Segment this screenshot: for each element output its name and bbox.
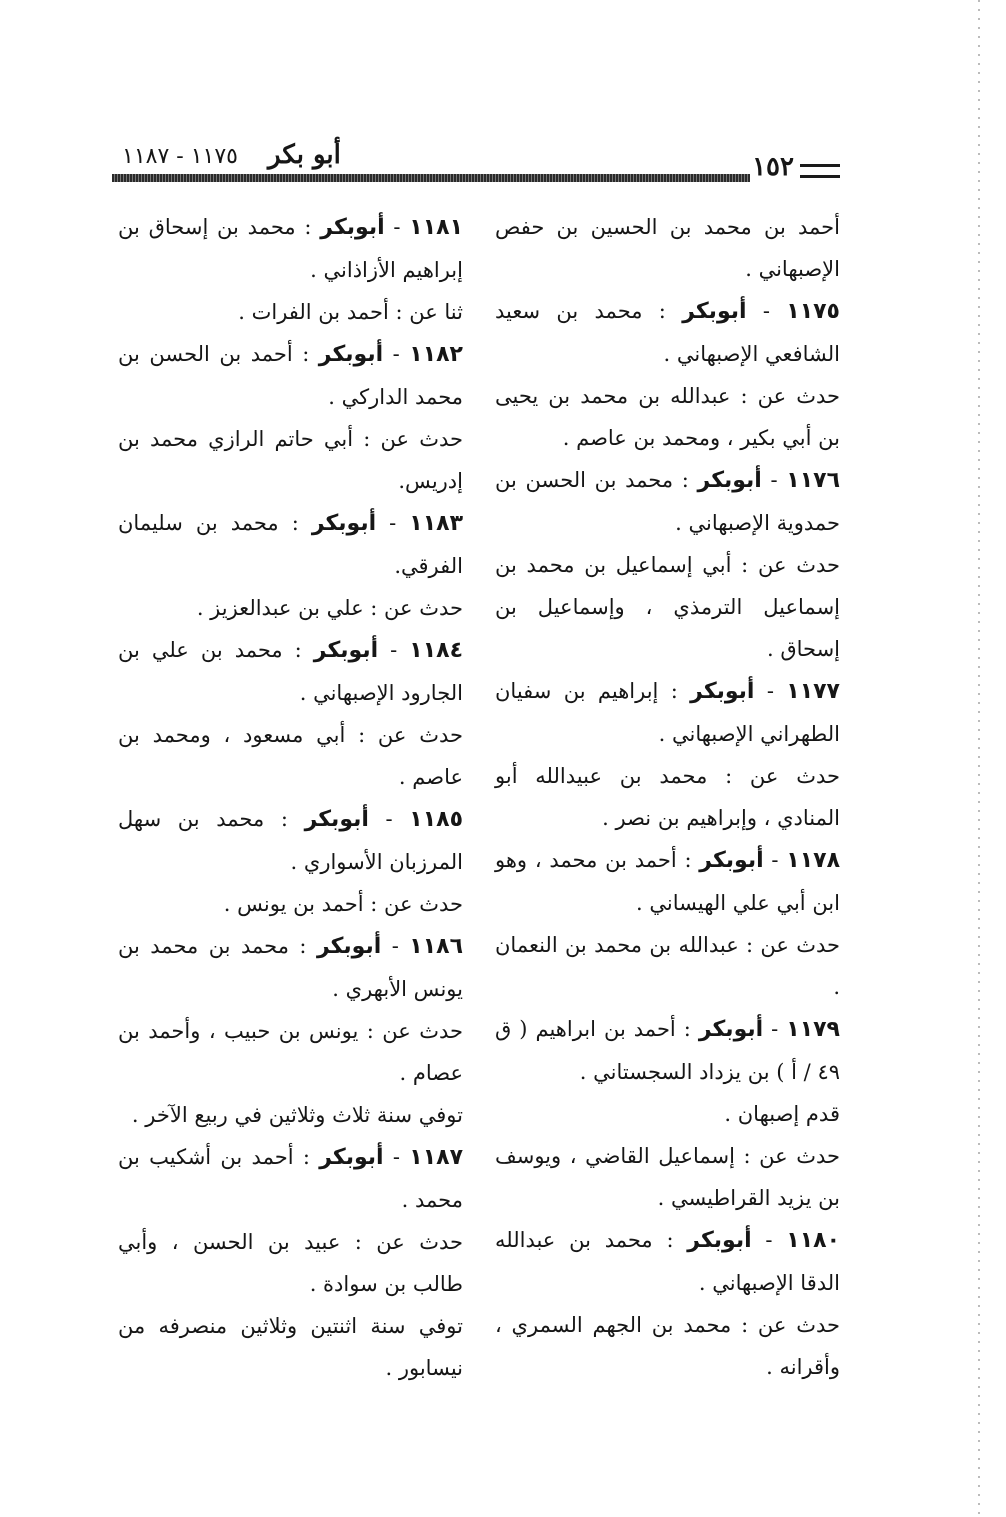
entry-kunya: أبوبكر <box>699 848 764 873</box>
narration-line: حدث عن : عبدالله بن محمد بن يحيى بن أبي بكير ، ومحمد بن عاصم . <box>495 384 840 450</box>
left-column <box>118 206 463 1389</box>
entry-kunya: أبوبكر <box>318 342 384 367</box>
biography-entry: ١١٧٨ - أبوبكر : أحمد بن محمد ، وهو ابن أبي علي الهيساني . <box>495 848 840 915</box>
entry-number: ١١٧٩ <box>786 1017 840 1042</box>
biography-entry: ١١٨٠ - أبوبكر : محمد بن عبدالله الدقا الإصبهاني . <box>495 1228 840 1295</box>
entry-text: : أحمد بن أشكيب بن محمد . <box>118 1145 463 1212</box>
entry-text: : محمد بن علي بن الجارود الإصبهاني . <box>118 638 463 705</box>
biography-entry: ١١٧٥ - أبوبكر : محمد بن سعيد الشافعي الإصبهاني . <box>495 299 840 366</box>
entry-text: : محمد بن سليمان الفرقي. <box>118 511 463 578</box>
entry-number: ١١٨٢ <box>409 342 463 367</box>
entry-text: : محمد بن إسحاق بن إبراهيم الأزاذاني . <box>118 215 463 282</box>
entry-number: ١١٨٣ <box>409 511 464 536</box>
entry-kunya: أبوبكر <box>319 1145 384 1170</box>
entry-text: : محمد بن سعيد الشافعي الإصبهاني . <box>495 299 840 366</box>
narration-line: حدث عن : عبدالله بن محمد بن النعمان . <box>495 933 840 999</box>
biography-entry: ١١٨٧ - أبوبكر : أحمد بن أشكيب بن محمد . <box>118 1145 463 1212</box>
narration-line: حدث عن : محمد بن الجهم السمري ، وأقرانه . <box>495 1313 840 1379</box>
entry-number: ١١٨٧ <box>409 1145 463 1170</box>
entry-kunya: أبوبكر <box>690 679 755 704</box>
narration-line: قدم إصبهان . <box>724 1102 840 1126</box>
page-number: ١٥٢ <box>752 152 794 182</box>
narration-line: ثنا عن : أحمد بن الفرات . <box>238 300 463 324</box>
entry-kunya: أبوبكر <box>687 1228 752 1253</box>
entry-text: : محمد بن سهل المرزبان الأسواري . <box>118 807 463 874</box>
entry-text: : محمد بن الحسن بن حمدوية الإصبهاني . <box>495 468 840 535</box>
entry-text: : أحمد بن ابراهيم ( ق ٤٩ / أ ) بن يزداد السجستاني . <box>495 1017 840 1084</box>
entry-kunya: أبوبكر <box>313 638 379 663</box>
entry-text: : أحمد بن محمد ، وهو ابن أبي علي الهيساني . <box>495 848 840 915</box>
entry-kunya: أبوبكر <box>304 807 369 832</box>
entry-kunya: أبوبكر <box>698 1017 764 1042</box>
narration-line: حدث عن : إسماعيل القاضي ، ويوسف بن يزيد القراطيسي . <box>495 1144 840 1210</box>
biography-entry: ١١٨٢ - أبوبكر : أحمد بن الحسن بن محمد الداركي . <box>118 342 463 409</box>
entry-number: ١١٧٨ <box>786 848 840 873</box>
biography-entry: ١١٧٩ - أبوبكر : أحمد بن ابراهيم ( ق ٤٩ / أ ) بن يزداد السجستاني . <box>495 1017 840 1084</box>
page-number-ornament <box>800 164 840 178</box>
entry-kunya: أبوبكر <box>697 468 762 493</box>
narration-line: توفي سنة اثنتين وثلاثين منصرفه من نيسابور . <box>118 1314 463 1380</box>
biography-entry: ١١٨٥ - أبوبكر : محمد بن سهل المرزبان الأسواري . <box>118 807 463 874</box>
biography-entry: ١١٧٧ - أبوبكر : إبراهيم بن سفيان الطهراني الإصبهاني . <box>495 679 840 746</box>
entry-number: ١١٧٧ <box>786 679 840 704</box>
header-entry-range: ١١٧٥ - ١١٨٧ <box>122 144 238 169</box>
entry-text: : محمد بن عبدالله الدقا الإصبهاني . <box>495 1228 840 1295</box>
biography-entry: ١١٨٣ - أبوبكر : محمد بن سليمان الفرقي. <box>118 511 464 578</box>
narration-line: حدث عن : أحمد بن يونس . <box>223 892 463 916</box>
entry-number: ١١٨١ <box>409 215 463 240</box>
narration-line: حدث عن : علي بن عبدالعزيز . <box>196 596 463 620</box>
narration-line: حدث عن : محمد بن عبيدالله أبو المنادي ، وإبراهيم بن نصر . <box>495 764 840 830</box>
right-column <box>495 206 840 1388</box>
entry-kunya: أبوبكر <box>320 215 385 240</box>
entry-number: ١١٨٥ <box>409 807 463 832</box>
biography-entry: ١١٨٦ - أبوبكر : محمد بن محمد بن يونس الأبهري . <box>118 934 463 1001</box>
header-title: أبو بكر <box>268 140 341 170</box>
biography-entry: ١١٨١ - أبوبكر : محمد بن إسحاق بن إبراهيم الأزاذاني . <box>118 215 463 282</box>
entry-kunya: أبوبكر <box>311 511 377 536</box>
entry-kunya: أبوبكر <box>316 934 382 959</box>
narration-line: حدث عن : أبي حاتم الرازي محمد بن إدريس. <box>118 427 463 493</box>
narration-line: حدث عن : عبيد بن الحسن ، وأبي طالب بن سوادة . <box>118 1230 463 1296</box>
entry-number: ١١٨٠ <box>786 1228 840 1253</box>
narration-line: حدث عن : أبي مسعود ، ومحمد بن عاصم . <box>118 723 463 789</box>
biography-entry: ١١٨٤ - أبوبكر : محمد بن علي بن الجارود الإصبهاني . <box>118 638 463 705</box>
entry-text: : محمد بن محمد بن يونس الأبهري . <box>118 934 463 1001</box>
narration-line: أحمد بن محمد بن الحسين بن حفص الإصبهاني . <box>495 215 840 281</box>
entry-text: : أحمد بن الحسن بن محمد الداركي . <box>118 342 463 409</box>
entry-kunya: أبوبكر <box>682 299 747 324</box>
narration-line: توفي سنة ثلاث وثلاثين في ربيع الآخر . <box>131 1103 463 1127</box>
entry-number: ١١٨٦ <box>409 934 463 959</box>
entry-text: : إبراهيم بن سفيان الطهراني الإصبهاني . <box>495 679 840 746</box>
entry-number: ١١٨٤ <box>409 638 463 663</box>
narration-line: حدث عن : أبي إسماعيل بن محمد بن إسماعيل الترمذي ، وإسماعيل بن إسحاق . <box>495 553 840 661</box>
scan-edge-line <box>978 0 980 1517</box>
running-header <box>112 140 840 184</box>
biography-entry: ١١٧٦ - أبوبكر : محمد بن الحسن بن حمدوية الإصبهاني . <box>495 468 840 535</box>
header-rule <box>112 174 750 182</box>
narration-line: حدث عن : يونس بن حبيب ، وأحمد بن عصام . <box>118 1019 463 1085</box>
entry-number: ١١٧٥ <box>786 299 840 324</box>
entry-number: ١١٧٦ <box>786 468 840 493</box>
